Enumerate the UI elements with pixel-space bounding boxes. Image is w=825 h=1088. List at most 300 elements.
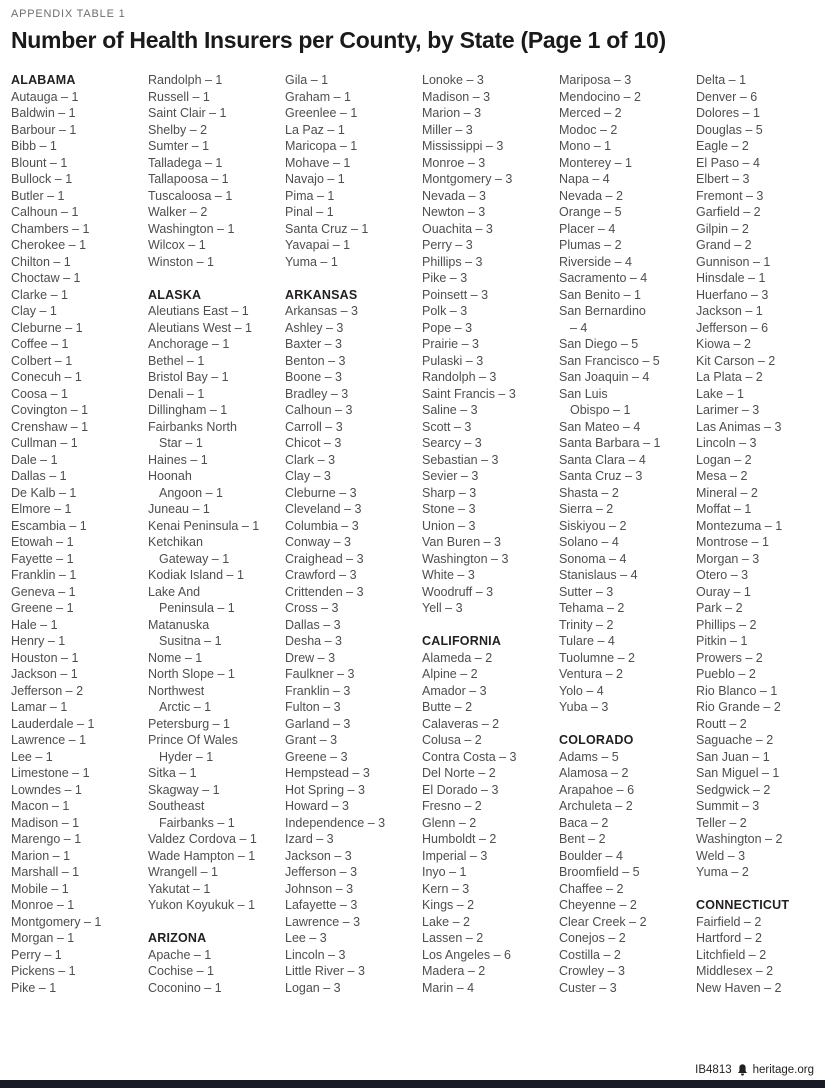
county-entry: San Benito – 1	[559, 287, 642, 302]
county-entry: Hartford – 2	[696, 931, 763, 945]
county-entry: Lassen – 2	[422, 931, 484, 945]
county-entry: Ouachita – 3	[422, 221, 493, 236]
county-entry: Walker – 2	[148, 205, 208, 219]
county-entry: Talladega – 1	[148, 155, 223, 170]
county-entry: Saint Francis – 3	[422, 386, 516, 401]
county-entry: Tulare – 4	[559, 634, 615, 648]
county-entry: Lincoln – 3	[696, 436, 757, 450]
county-entry: Siskiyou – 2	[559, 518, 627, 533]
county-entry: Haines – 1	[148, 452, 208, 467]
county-entry: Cullman – 1	[11, 436, 78, 450]
state-block	[696, 897, 825, 996]
county-entry: Autauga – 1	[11, 89, 79, 104]
state-block	[148, 72, 277, 270]
county-entry: Dallas – 3	[285, 617, 341, 632]
county-entry: Yuma – 1	[285, 254, 338, 269]
county-entry: Boone – 3	[285, 370, 342, 384]
county-entry: Saint Clair – 1	[148, 106, 227, 120]
county-entry: Delta – 1	[696, 73, 747, 87]
county-entry: Cleveland – 3	[285, 502, 362, 516]
county-entry: Monroe – 1	[11, 898, 75, 912]
county-entry: Coffee – 1	[11, 337, 69, 351]
county-entry: Inyo – 1	[422, 865, 467, 879]
county-entry: Arkansas – 3	[285, 304, 358, 318]
county-entry: Little River – 3	[285, 964, 365, 978]
county-entry: Clark – 3	[285, 452, 336, 467]
county-entry: Greene – 3	[285, 749, 348, 764]
county-entry: Coosa – 1	[11, 386, 68, 401]
county-entry: Lonoke – 3	[422, 73, 484, 87]
county-entry: Fairfield – 2	[696, 914, 762, 929]
county-entry: Riverside – 4	[559, 254, 632, 269]
county-entry: Washington – 3	[422, 551, 509, 566]
county-entry: Franklin – 3	[285, 683, 351, 698]
county-entry: Kodiak Island – 1	[148, 568, 244, 582]
county-entry: Gunnison – 1	[696, 254, 771, 269]
county-entry: Independence – 3	[285, 815, 386, 830]
county-entry: Anchorage – 1	[148, 337, 230, 351]
county-entry: Lamar – 1	[11, 700, 68, 714]
county-entry: Adams – 5	[559, 749, 619, 764]
county-entry: Weld – 3	[696, 848, 746, 863]
county-entry: Lawrence – 1	[11, 733, 87, 747]
county-entry: Dallas – 1	[11, 469, 67, 483]
county-entry: Mendocino – 2	[559, 89, 642, 104]
county-entry: Merced – 2	[559, 106, 622, 120]
county-entry: Eagle – 2	[696, 139, 749, 153]
county-entry: Lauderdale – 1	[11, 716, 95, 731]
county-entry: Montezuma – 1	[696, 518, 783, 533]
state-heading: COLORADO	[559, 733, 634, 747]
county-entry: Howard – 3	[285, 799, 349, 813]
county-entry: Bibb – 1	[11, 139, 57, 153]
county-entry: Mohave – 1	[285, 155, 351, 170]
county-entry: Chambers – 1	[11, 221, 90, 236]
county-entry: Lee – 3	[285, 931, 327, 945]
county-entry: Monroe – 3	[422, 155, 486, 170]
county-entry: Johnson – 3	[285, 881, 354, 896]
county-entry: Crenshaw – 1	[11, 419, 89, 434]
county-entry: Pitkin – 1	[696, 634, 748, 648]
county-entry: Southeast Fairbanks – 1	[148, 798, 277, 831]
county-entry: Jefferson – 2	[11, 683, 84, 698]
county-entry: Park – 2	[696, 601, 743, 615]
county-entry: Sonoma – 4	[559, 551, 627, 566]
county-entry: Pike – 3	[422, 271, 468, 285]
county-entry: Huerfano – 3	[696, 287, 769, 302]
county-entry: Sevier – 3	[422, 469, 479, 483]
county-entry: Madison – 1	[11, 815, 80, 830]
county-entry: Chaffee – 2	[559, 881, 624, 896]
state-heading: ALASKA	[148, 287, 202, 302]
appendix-label: APPENDIX TABLE 1	[11, 8, 126, 20]
county-entry: Lake – 2	[422, 914, 470, 929]
county-entry: Pulaski – 3	[422, 353, 484, 368]
county-entry: Pinal – 1	[285, 205, 334, 219]
county-entry: Valdez Cordova – 1	[148, 832, 257, 846]
county-entry: Houston – 1	[11, 650, 79, 665]
county-entry: Elmore – 1	[11, 502, 72, 516]
column	[696, 72, 825, 996]
county-entry: Choctaw – 1	[11, 271, 81, 285]
county-entry: Nome – 1	[148, 650, 203, 665]
county-entry: Colusa – 2	[422, 733, 482, 747]
county-entry: Hoonah Angoon – 1	[148, 468, 277, 501]
county-entry: Yukon Koyukuk – 1	[148, 898, 256, 912]
column	[559, 72, 688, 996]
county-entry: Kern – 3	[422, 881, 470, 896]
county-entry: Drew – 3	[285, 650, 336, 665]
county-entry: Amador – 3	[422, 683, 487, 698]
county-entry-continuation: – 4	[570, 320, 588, 335]
county-entry-continuation: Hyder – 1	[159, 749, 214, 764]
state-block	[11, 72, 140, 996]
county-entry: Hempstead – 3	[285, 766, 370, 780]
county-entry: Montgomery – 3	[422, 172, 513, 186]
county-entry: Navajo – 1	[285, 172, 345, 186]
county-entry: White – 3	[422, 568, 475, 582]
county-entry: Jackson – 1	[696, 304, 763, 318]
county-entry: Newton – 3	[422, 205, 486, 219]
column	[422, 72, 551, 996]
county-entry: Grand – 2	[696, 238, 752, 252]
county-entry: De Kalb – 1	[11, 485, 77, 500]
county-entry: Woodruff – 3	[422, 584, 494, 599]
county-entry: Dale – 1	[11, 452, 58, 467]
county-entry: Montgomery – 1	[11, 914, 102, 929]
county-entry: San Luis Obispo – 1	[559, 386, 688, 419]
county-entry: Fresno – 2	[422, 799, 482, 813]
county-entry: Chicot – 3	[285, 436, 342, 450]
county-entry: Shasta – 2	[559, 485, 619, 500]
county-entry: San Bernardino – 4	[559, 303, 688, 336]
county-entry: Lincoln – 3	[285, 947, 346, 962]
county-entry: Lake – 1	[696, 386, 744, 401]
county-entry: Imperial – 3	[422, 848, 488, 863]
county-entry: Logan – 2	[696, 452, 752, 467]
county-entry: Conejos – 2	[559, 931, 626, 945]
county-entry: Calhoun – 3	[285, 403, 353, 417]
county-entry: Matanuska Susitna – 1	[148, 617, 277, 650]
county-entry: Alpine – 2	[422, 667, 478, 681]
state-block	[422, 633, 551, 996]
county-entry: Northwest Arctic – 1	[148, 683, 277, 716]
county-entry: Juneau – 1	[148, 502, 210, 516]
column	[285, 72, 414, 996]
county-entry: Benton – 3	[285, 353, 346, 368]
county-entry: Marin – 4	[422, 980, 475, 995]
state-block	[696, 72, 825, 881]
county-entry: Skagway – 1	[148, 782, 220, 797]
county-entry: Tuolumne – 2	[559, 650, 635, 665]
county-entry: Conecuh – 1	[11, 370, 82, 384]
county-entry: Sedgwick – 2	[696, 782, 771, 797]
county-entry: Rio Grande – 2	[696, 700, 781, 714]
county-entry: Phillips – 2	[696, 617, 757, 632]
county-entry: Plumas – 2	[559, 238, 622, 252]
county-entry: Rio Blanco – 1	[696, 683, 778, 698]
county-entry: Cochise – 1	[148, 964, 215, 978]
county-entry: Wrangell – 1	[148, 865, 218, 879]
county-entry: Bradley – 3	[285, 386, 349, 401]
county-entry: Chilton – 1	[11, 254, 71, 269]
county-entry: Washington – 1	[148, 221, 235, 236]
county-entry: Union – 3	[422, 518, 476, 533]
county-entry: Greene – 1	[11, 601, 74, 615]
county-entry: Mobile – 1	[11, 881, 69, 896]
county-entry: Mono – 1	[559, 139, 612, 153]
county-entry: La Plata – 2	[696, 370, 763, 384]
county-entry: Randolph – 3	[422, 370, 497, 384]
county-entry: Placer – 4	[559, 221, 616, 236]
county-entry: Elbert – 3	[696, 172, 750, 186]
county-entry: Kings – 2	[422, 898, 475, 912]
county-entry-continuation: Gateway – 1	[159, 551, 230, 566]
county-entry: Ventura – 2	[559, 667, 623, 681]
county-entry: Tallapoosa – 1	[148, 172, 229, 186]
county-entry: Pickens – 1	[11, 964, 76, 978]
state-block	[148, 287, 277, 914]
county-entry: Macon – 1	[11, 799, 70, 813]
county-entry: Otero – 3	[696, 568, 749, 582]
county-entry: Geneva – 1	[11, 584, 76, 599]
county-entry: Sebastian – 3	[422, 452, 499, 467]
county-entry: Bullock – 1	[11, 172, 73, 186]
county-entry: Santa Cruz – 3	[559, 469, 643, 483]
county-entry-continuation: Angoon – 1	[159, 485, 223, 500]
county-entry: Pima – 1	[285, 188, 335, 203]
county-entry: Prowers – 2	[696, 650, 763, 665]
county-entry: Cleburne – 1	[11, 320, 83, 335]
county-entry: Covington – 1	[11, 403, 89, 417]
county-entry: Washington – 2	[696, 832, 783, 846]
county-entry: Aleutians East – 1	[148, 304, 249, 318]
state-heading: ALABAMA	[11, 73, 76, 87]
county-entry: Costilla – 2	[559, 947, 621, 962]
county-entry: Boulder – 4	[559, 848, 623, 863]
county-entry: Santa Cruz – 1	[285, 221, 369, 236]
state-block	[559, 72, 688, 716]
county-entry: Greenlee – 1	[285, 106, 358, 120]
page-title: Number of Health Insurers per County, by State (Page 1 of 10)	[11, 27, 666, 53]
county-entry-continuation: Star – 1	[159, 436, 203, 450]
county-entry: Wilcox – 1	[148, 238, 206, 252]
county-entry: Yuma – 2	[696, 865, 749, 879]
county-entry: Hot Spring – 3	[285, 782, 365, 797]
county-entry: Trinity – 2	[559, 617, 614, 632]
county-entry: Madera – 2	[422, 964, 486, 978]
county-entry: Baxter – 3	[285, 337, 342, 351]
county-entry: Alamosa – 2	[559, 766, 629, 780]
county-entry: Carroll – 3	[285, 419, 343, 434]
county-entry: Sutter – 3	[559, 584, 614, 599]
county-entry: Marion – 1	[11, 848, 71, 863]
county-entry: Denver – 6	[696, 89, 758, 104]
county-entry: Faulkner – 3	[285, 667, 355, 681]
county-entry: Lawrence – 3	[285, 914, 361, 929]
county-entry: Petersburg – 1	[148, 716, 230, 731]
county-entry: Jackson – 3	[285, 848, 352, 863]
county-entry: Bristol Bay – 1	[148, 370, 229, 384]
county-entry: New Haven – 2	[696, 980, 782, 995]
county-entry: Yavapai – 1	[285, 238, 351, 252]
state-heading: CALIFORNIA	[422, 634, 502, 648]
county-entry: Alameda – 2	[422, 650, 493, 665]
county-entry: Poinsett – 3	[422, 287, 489, 302]
county-entry: Hinsdale – 1	[696, 271, 766, 285]
county-entry: Custer – 3	[559, 980, 617, 995]
county-entry: Cheyenne – 2	[559, 898, 637, 912]
county-entry: Sitka – 1	[148, 766, 197, 780]
county-entry: San Miguel – 1	[696, 766, 780, 780]
county-entry: Napa – 4	[559, 172, 610, 186]
county-entry: Crowley – 3	[559, 964, 625, 978]
county-entry: Escambia – 1	[11, 518, 87, 533]
county-entry: Gila – 1	[285, 73, 329, 87]
county-entry: Wade Hampton – 1	[148, 848, 256, 863]
county-entry: Lee – 1	[11, 749, 53, 764]
county-entry: Jefferson – 3	[285, 865, 358, 879]
county-entry: Del Norte – 2	[422, 766, 496, 780]
county-entry: Modoc – 2	[559, 122, 618, 137]
county-entry: Calhoun – 1	[11, 205, 79, 219]
county-entry: Garland – 3	[285, 716, 351, 731]
county-entry: Aleutians West – 1	[148, 320, 252, 335]
county-entry: Kit Carson – 2	[696, 353, 776, 368]
county-entry: El Dorado – 3	[422, 782, 499, 797]
county-entry: Gilpin – 2	[696, 221, 749, 236]
county-entry: Van Buren – 3	[422, 535, 501, 549]
county-entry: Desha – 3	[285, 634, 342, 648]
county-entry: Cherokee – 1	[11, 238, 87, 252]
county-entry: Ketchikan Gateway – 1	[148, 534, 277, 567]
county-entry: Mississippi – 3	[422, 139, 504, 153]
county-entry: Coconino – 1	[148, 980, 222, 995]
county-entry: Montrose – 1	[696, 535, 769, 549]
site-link[interactable]: heritage.org	[752, 1064, 814, 1076]
county-entry: Larimer – 3	[696, 403, 760, 417]
county-entry: Teller – 2	[696, 815, 747, 830]
county-entry: Ouray – 1	[696, 584, 751, 599]
table-columns	[11, 72, 815, 996]
county-entry: Barbour – 1	[11, 122, 77, 137]
county-entry: Yolo – 4	[559, 683, 604, 698]
county-entry: Pike – 1	[11, 980, 57, 995]
county-entry: San Mateo – 4	[559, 419, 641, 434]
doc-id: IB4813	[695, 1064, 732, 1076]
county-entry: Morgan – 3	[696, 551, 760, 566]
county-entry: Maricopa – 1	[285, 139, 358, 153]
county-entry: Bent – 2	[559, 832, 606, 846]
county-entry: Mariposa – 3	[559, 73, 632, 87]
county-entry: Butte – 2	[422, 700, 473, 714]
county-entry: Hale – 1	[11, 617, 58, 632]
county-entry: Polk – 3	[422, 304, 468, 318]
state-heading: ARKANSAS	[285, 287, 358, 302]
county-entry: Henry – 1	[11, 634, 66, 648]
county-entry: Cross – 3	[285, 601, 339, 615]
county-entry: Pope – 3	[422, 320, 473, 335]
column	[11, 72, 140, 996]
county-entry: Glenn – 2	[422, 815, 477, 830]
county-entry: Pueblo – 2	[696, 667, 756, 681]
state-heading: CONNECTICUT	[696, 898, 790, 912]
county-entry: Calaveras – 2	[422, 716, 500, 731]
county-entry: North Slope – 1	[148, 667, 235, 681]
county-entry: Lowndes – 1	[11, 782, 82, 797]
county-entry: Kiowa – 2	[696, 337, 751, 351]
county-entry: Cleburne – 3	[285, 485, 357, 500]
county-entry: Routt – 2	[696, 716, 747, 731]
county-entry: Los Angeles – 6	[422, 947, 511, 962]
county-entry: Garfield – 2	[696, 205, 761, 219]
county-entry: Etowah – 1	[11, 535, 74, 549]
state-block	[148, 930, 277, 996]
county-entry: Marion – 3	[422, 106, 482, 120]
county-entry: Scott – 3	[422, 419, 472, 434]
county-entry: Tuscaloosa – 1	[148, 188, 233, 203]
county-entry: Craighead – 3	[285, 551, 364, 566]
county-entry: Orange – 5	[559, 205, 622, 219]
county-entry: Santa Barbara – 1	[559, 436, 661, 450]
county-entry: San Juan – 1	[696, 749, 770, 764]
county-entry-continuation: Obispo – 1	[570, 403, 631, 417]
county-entry: Sumter – 1	[148, 139, 210, 153]
county-entry: San Diego – 5	[559, 337, 639, 351]
county-entry: Saline – 3	[422, 403, 478, 417]
county-entry: Blount – 1	[11, 155, 68, 170]
county-entry: Searcy – 3	[422, 436, 482, 450]
county-entry: Jackson – 1	[11, 667, 78, 681]
county-entry: Butler – 1	[11, 188, 65, 203]
county-entry: Arapahoe – 6	[559, 782, 635, 797]
county-entry: La Paz – 1	[285, 122, 345, 137]
county-entry: El Paso – 4	[696, 155, 760, 170]
county-entry: Baldwin – 1	[11, 106, 76, 120]
county-entry: Morgan – 1	[11, 931, 75, 945]
county-entry-continuation: Susitna – 1	[159, 634, 222, 648]
county-entry: Winston – 1	[148, 254, 215, 269]
county-entry: Columbia – 3	[285, 518, 359, 533]
county-entry: Stanislaus – 4	[559, 568, 638, 582]
county-entry: Dolores – 1	[696, 106, 760, 120]
county-entry: Saguache – 2	[696, 733, 774, 747]
county-entry: Sierra – 2	[559, 502, 614, 516]
bottom-bar	[0, 1080, 825, 1088]
county-entry: Fulton – 3	[285, 700, 341, 714]
column	[148, 72, 277, 996]
county-entry: Douglas – 5	[696, 122, 763, 137]
county-entry: Logan – 3	[285, 980, 341, 995]
county-entry: Litchfield – 2	[696, 947, 767, 962]
county-entry: Clay – 1	[11, 304, 57, 318]
county-entry: Yuba – 3	[559, 700, 609, 714]
county-entry: Yell – 3	[422, 601, 463, 615]
county-entry: Clear Creek – 2	[559, 914, 647, 929]
county-entry: Miller – 3	[422, 122, 473, 137]
county-entry: Sharp – 3	[422, 485, 477, 500]
county-entry: Nevada – 2	[559, 188, 623, 203]
county-entry: Santa Clara – 4	[559, 452, 646, 467]
county-entry: San Joaquin – 4	[559, 370, 650, 384]
county-entry: Fayette – 1	[11, 551, 74, 566]
county-entry: Marshall – 1	[11, 865, 80, 879]
county-entry: Tehama – 2	[559, 601, 625, 615]
county-entry: Fremont – 3	[696, 188, 764, 203]
county-entry-continuation: Peninsula – 1	[159, 601, 235, 615]
county-entry: Clarke – 1	[11, 287, 68, 302]
county-entry: Perry – 1	[11, 947, 62, 962]
